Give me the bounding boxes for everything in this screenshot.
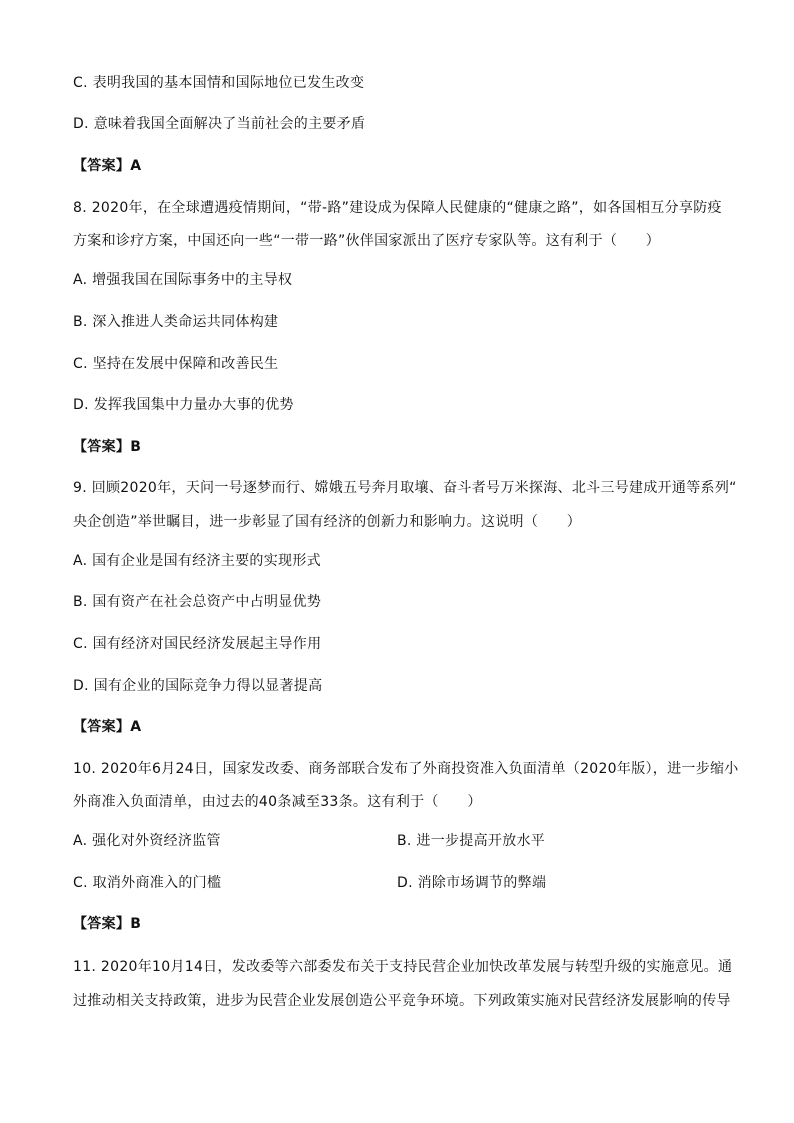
option-9d: D. 国有企业的国际竞争力得以显著提高: [73, 678, 323, 694]
option-10b: B. 进一步提高开放水平: [397, 833, 546, 849]
question-9-stem-line1: 9. 回顾2020年，天问一号逐梦而行、嫦娥五号奔月取壤、奋斗者号万米探海、北斗三号建成开通等系列“: [73, 480, 737, 496]
answer-9: 【答案】A: [73, 719, 142, 735]
option-8c: C. 坚持在发展中保障和改善民生: [73, 356, 279, 372]
answer-7: 【答案】A: [73, 158, 142, 174]
question-10-stem-line1: 10. 2020年6月24日，国家发改委、商务部联合发布了外商投资准入负面清单（2020年版），进一步缩小: [73, 761, 739, 777]
option-10a: A. 强化对外资经济监管: [73, 833, 221, 849]
option-10d: D. 消除市场调节的弊端: [397, 875, 547, 891]
question-8-stem-line1: 8. 2020年，在全球遭遇疫情期间，“带-路”建设成为保障人民健康的“健康之路”，如各国相互分享防疫: [73, 200, 722, 216]
option-8a: A. 增强我国在国际事务中的主导权: [73, 272, 293, 288]
question-9-stem-line2: 央企创造”举世瞩目，进一步彰显了国有经济的创新力和影响力。这说明（ ）: [73, 514, 582, 530]
question-8-stem-line2: 方案和诊疗方案，中国还向一些“一带一路”伙伴国家派出了医疗专家队等。这有利于（ ）: [73, 233, 661, 249]
option-9c: C. 国有经济对国民经济发展起主导作用: [73, 636, 322, 652]
option-8d: D. 发挥我国集中力量办大事的优势: [73, 397, 294, 413]
option-7d: D. 意味着我国全面解决了当前社会的主要矛盾: [73, 116, 366, 132]
option-7c: C. 表明我国的基本国情和国际地位已发生改变: [73, 75, 365, 91]
option-9a: A. 国有企业是国有经济主要的实现形式: [73, 553, 321, 569]
option-10c: C. 取消外商准入的门槛: [73, 875, 222, 891]
question-11-stem-line1: 11. 2020年10月14日，发改委等六部委发布关于支持民营企业加快改革发展与转型升级的实施意见。通: [73, 959, 733, 975]
question-10-stem-line2: 外商准入负面清单，由过去的40条减至33条。这有利于（ ）: [73, 794, 482, 810]
option-9b: B. 国有资产在社会总资产中占明显优势: [73, 594, 322, 610]
answer-8: 【答案】B: [73, 439, 142, 455]
option-8b: B. 深入推进人类命运共同体构建: [73, 314, 279, 330]
question-11-stem-line2: 过推动相关支持政策，进步为民营企业发展创造公平竞争环境。下列政策实施对民营经济发展影响的传导: [73, 993, 731, 1009]
answer-10: 【答案】B: [73, 916, 142, 932]
